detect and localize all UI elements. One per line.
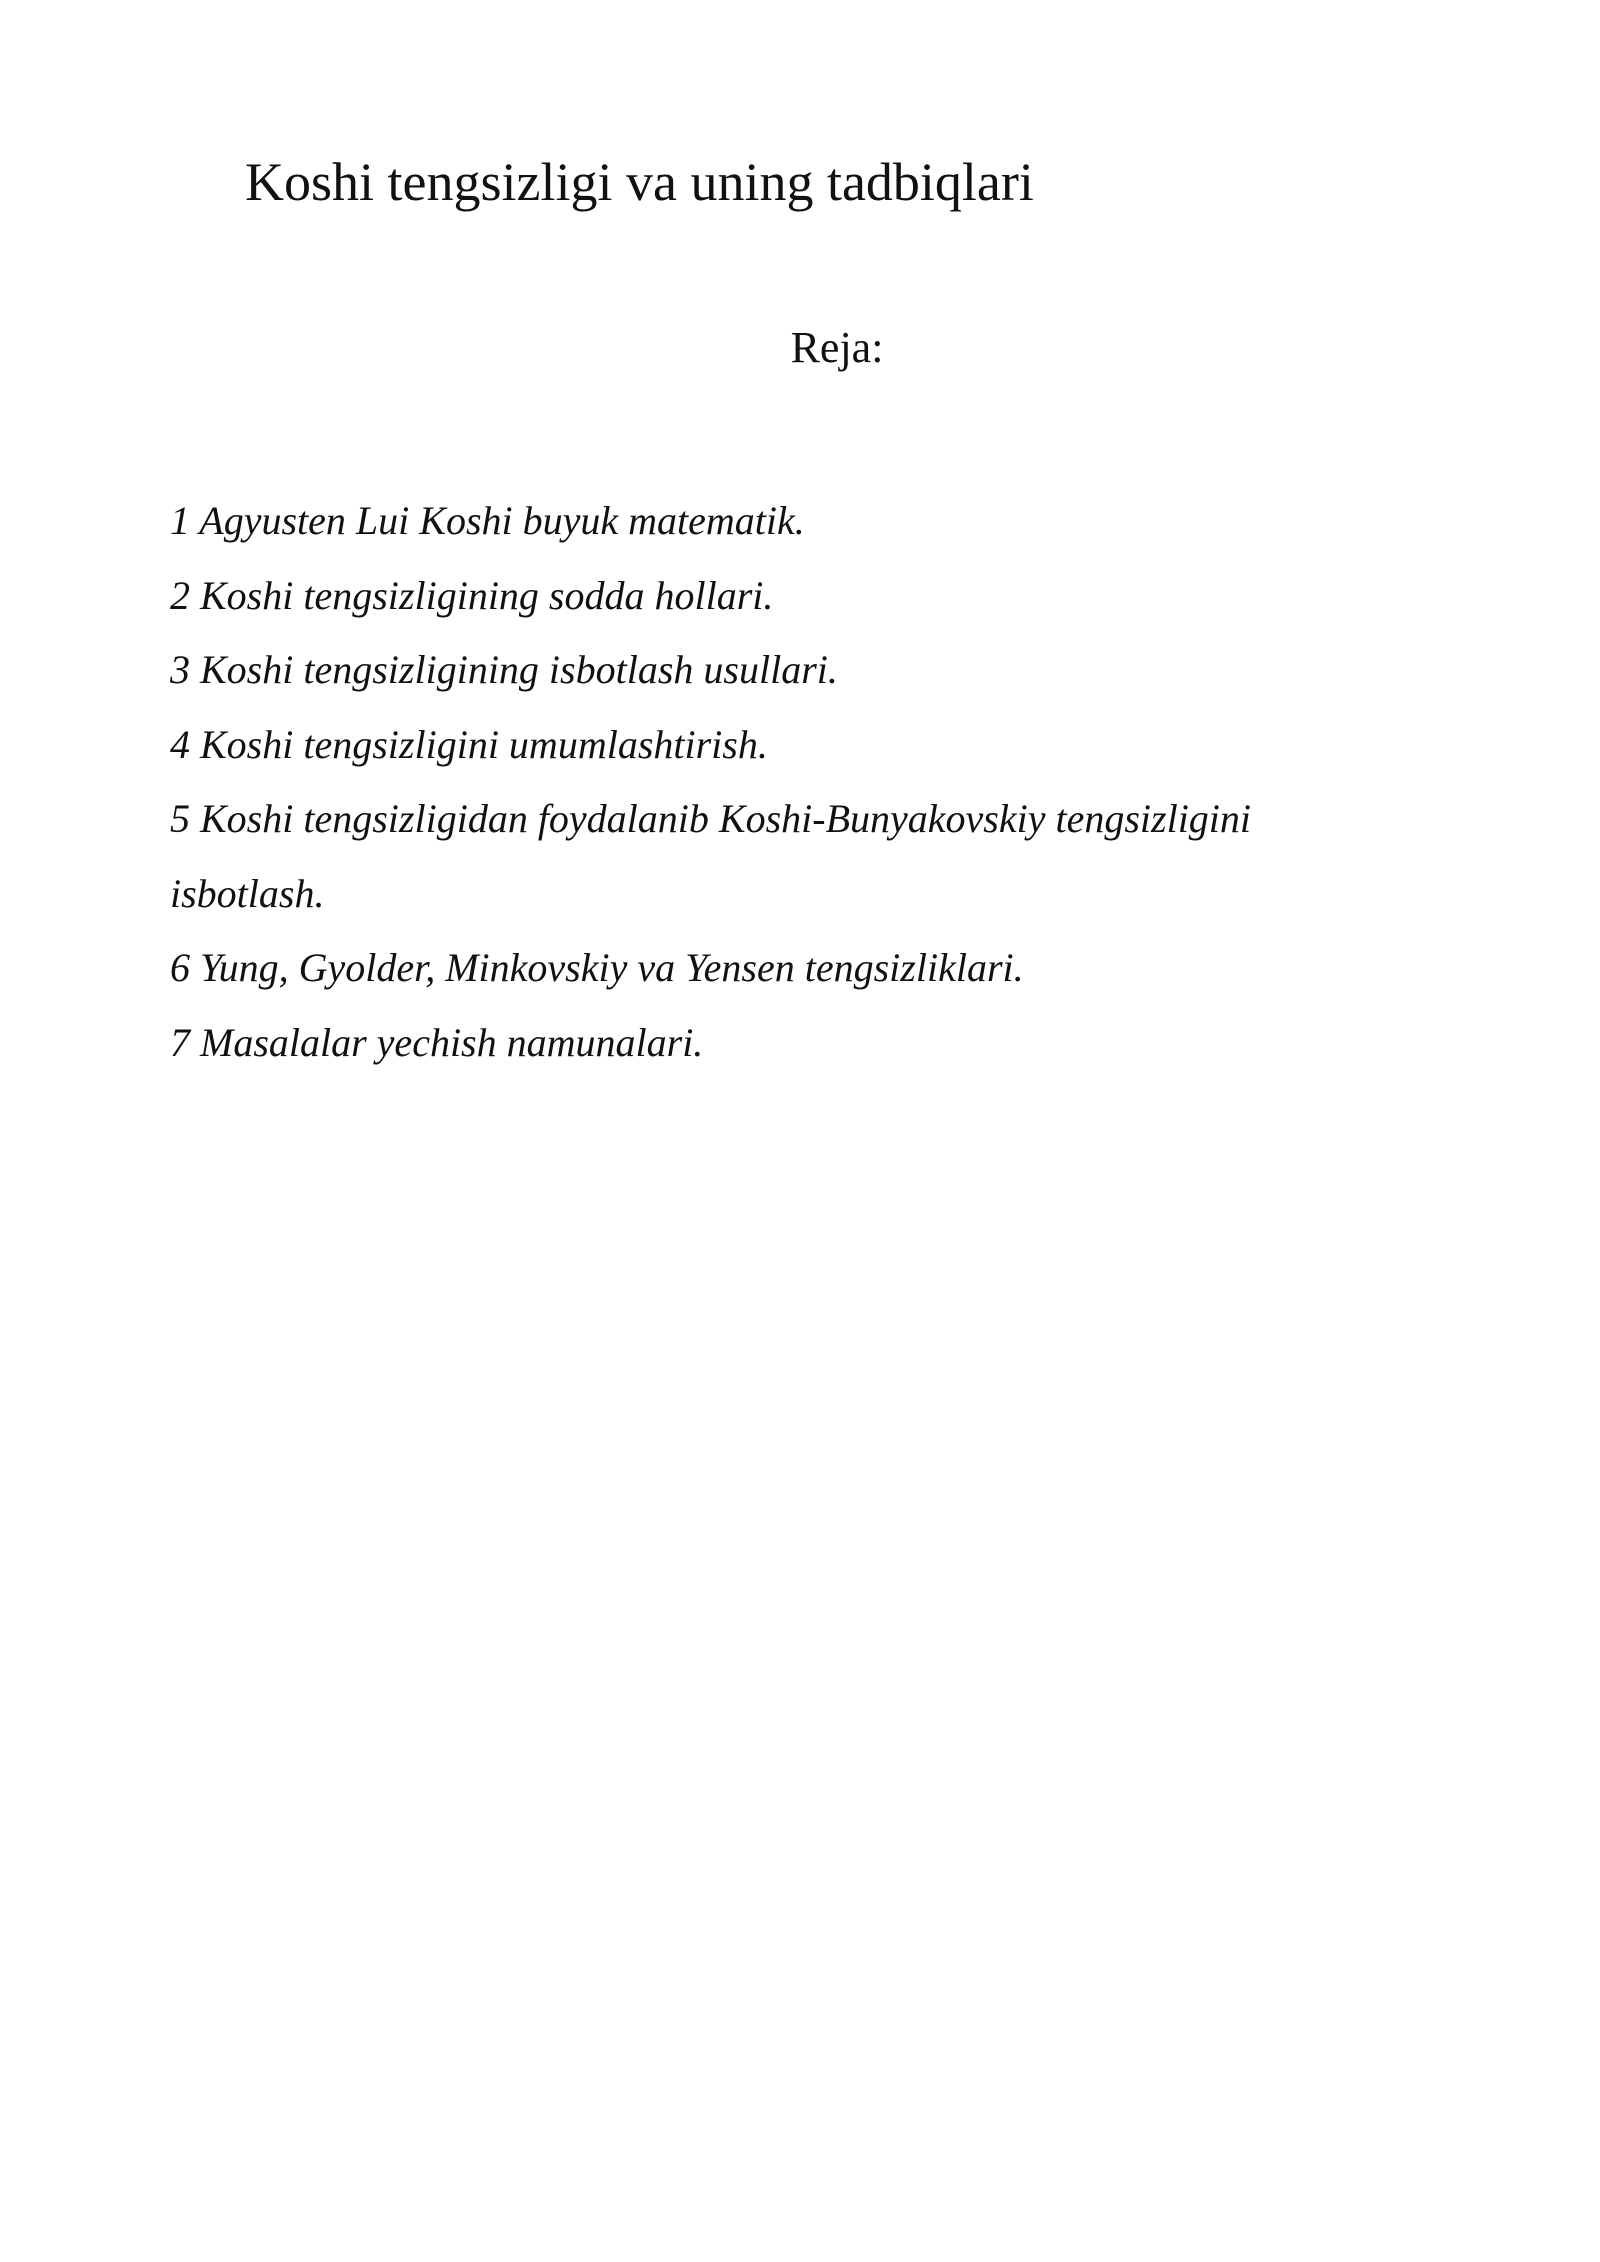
document-title: Koshi tengsizligi va uning tadbiqlari [245, 152, 1034, 212]
plan-item: 7 Masalalar yechish namunalari. [170, 1019, 704, 1065]
plan-item: 1 Agyusten Lui Koshi buyuk matematik. [170, 498, 805, 543]
plan-item: 5 Koshi tengsizligidan foydalanib Koshi-Bunyakovskiy tengsizligini isbotlash. [170, 796, 1252, 916]
plan-item: 4 Koshi tengsizligini umumlashtirish. [170, 721, 768, 767]
plan-item: 2 Koshi tengsizligining sodda hollari. [170, 572, 774, 618]
plan-heading: Reja: [790, 323, 884, 372]
plan-item: 3 Koshi tengsizligining isbotlash usullari. [170, 647, 838, 692]
plan-list [170, 484, 1390, 1080]
plan-item: 6 Yung, Gyolder, Minkovskiy va Yensen tengsizliklari. [170, 945, 1024, 990]
